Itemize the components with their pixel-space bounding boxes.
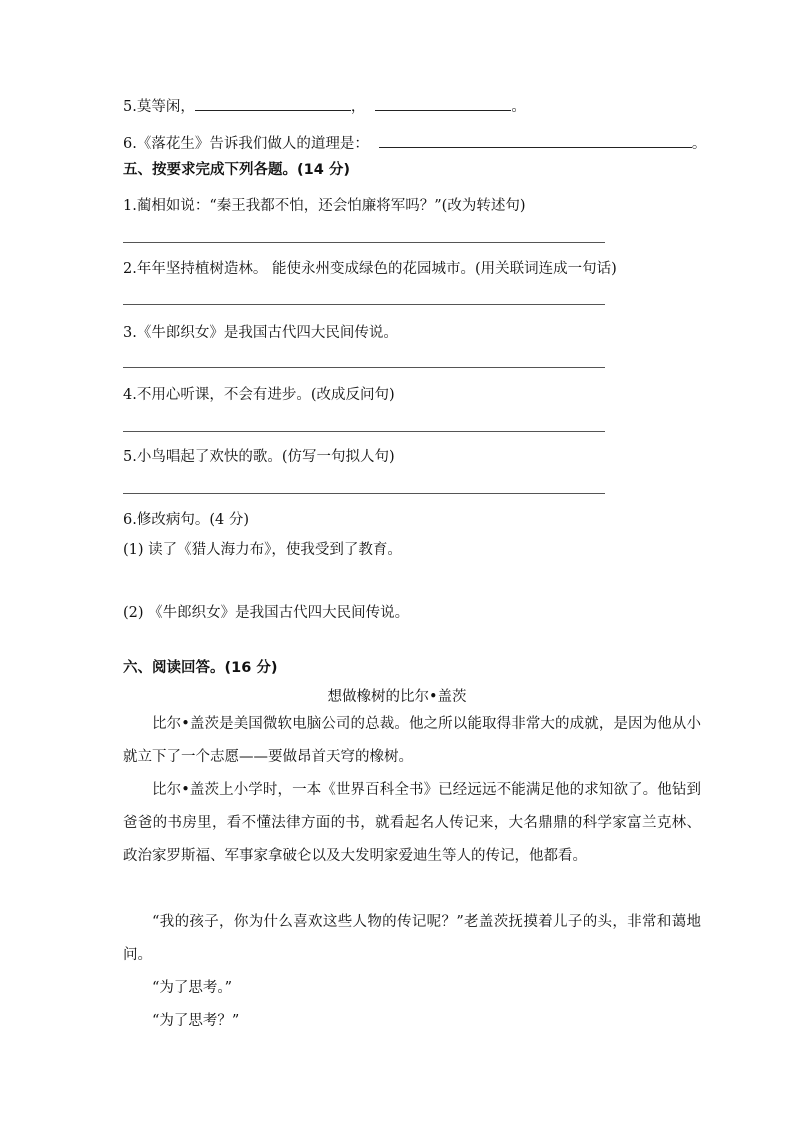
passage-paragraph-2: 比尔•盖茨上小学时，一本《世界百科全书》已经远远不能满足他的求知欲了。他钻到爸爸的书房里，看不懂法律方面的书，就看起名人传记来，大名鼎鼎的科学家富兰克林、政治家罗斯福、军事家拿破仑以及大发明家爱迪生等人的传记，他都看。: [123, 782, 701, 864]
answer-line[interactable]: [123, 431, 605, 432]
passage-paragraph-4: “为了思考。”: [152, 980, 233, 996]
answer-line[interactable]: [123, 304, 605, 305]
fill-blank-q5-prefix: 5.莫等闲，: [123, 99, 195, 115]
answer-blank[interactable]: [195, 96, 351, 111]
answer-blank[interactable]: [379, 133, 692, 148]
section5-question-2: 2.年年坚持植树造林。 能使永州变成绿色的花园城市。(用关联词连成一句话): [123, 261, 617, 277]
fill-blank-q6-prefix: 6.《落花生》告诉我们做人的道理是：: [123, 136, 369, 152]
section5-question-6: 6.修改病句。(4 分): [123, 512, 249, 528]
section5-question-5: 5.小鸟唱起了欢快的歌。(仿写一句拟人句): [123, 449, 395, 465]
section5-question-3: 3.《牛郎织女》是我国古代四大民间传说。: [123, 325, 398, 341]
section5-question-6-1: (1) 读了《猎人海力布》，使我受到了教育。: [123, 542, 402, 558]
passage-paragraph-3: “我的孩子，你为什么喜欢这些人物的传记呢？”老盖茨抚摸着儿子的头，非常和蔼地问。: [123, 914, 701, 963]
answer-line[interactable]: [123, 367, 605, 368]
fill-blank-q5: [123, 96, 526, 117]
section-5-title: 五、按要求完成下列各题。(14 分): [123, 162, 350, 178]
section5-question-4: 4.不用心听课，不会有进步。(改成反问句): [123, 387, 395, 403]
section5-question-6-2: (2) 《牛郎织女》是我国古代四大民间传说。: [123, 605, 410, 621]
answer-line[interactable]: [123, 242, 605, 243]
fill-blank-q5-end: 。: [511, 99, 526, 115]
fill-blank-q6: [123, 133, 706, 154]
passage-paragraph-5: “为了思考？”: [152, 1013, 240, 1029]
fill-blank-q5-comma: ，: [350, 99, 366, 115]
answer-blank[interactable]: [375, 96, 511, 111]
passage-title: 想做橡树的比尔•盖茨: [327, 689, 467, 705]
answer-line[interactable]: [123, 493, 605, 494]
section5-question-1: 1.蔺相如说：“秦王我都不怕，还会怕廉将军吗？”(改为转述句): [123, 198, 526, 214]
passage-paragraph-1: 比尔•盖茨是美国微软电脑公司的总裁。他之所以能取得非常大的成就，是因为他从小就立下了一个志愿——要做昂首天穹的橡树。: [123, 716, 701, 765]
section-6-title: 六、阅读回答。(16 分): [123, 660, 278, 676]
fill-blank-q6-end: 。: [691, 136, 707, 152]
